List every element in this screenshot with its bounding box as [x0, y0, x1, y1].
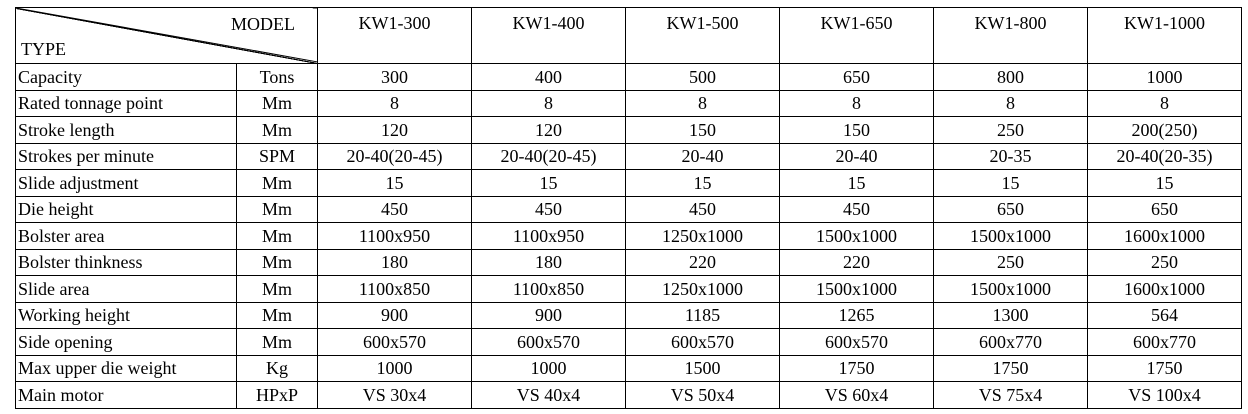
unit-label: Mm — [237, 196, 318, 223]
value-cell: 1500x1000 — [934, 276, 1088, 303]
unit-label: Tons — [237, 64, 318, 91]
spec-table-container — [15, 7, 1242, 409]
value-cell: VS 30x4 — [318, 382, 472, 409]
value-cell: 8 — [626, 90, 780, 117]
value-cell: 564 — [1088, 302, 1242, 329]
parameter-label: Max upper die weight — [16, 355, 237, 382]
value-cell: 120 — [472, 117, 626, 144]
table-row — [16, 90, 1242, 117]
parameter-label: Main motor — [16, 382, 237, 409]
table-row — [16, 382, 1242, 409]
value-cell: 1100x850 — [318, 276, 472, 303]
value-cell: 800 — [934, 64, 1088, 91]
value-cell: 200(250) — [1088, 117, 1242, 144]
value-cell: 450 — [472, 196, 626, 223]
table-row — [16, 302, 1242, 329]
table-row — [16, 329, 1242, 356]
table-row — [16, 196, 1242, 223]
table-row — [16, 276, 1242, 303]
value-cell: 600x570 — [780, 329, 934, 356]
value-cell: 400 — [472, 64, 626, 91]
value-cell: 600x770 — [934, 329, 1088, 356]
parameter-label: Rated tonnage point — [16, 90, 237, 117]
value-cell: 180 — [318, 249, 472, 276]
unit-label: Mm — [237, 302, 318, 329]
value-cell: 1300 — [934, 302, 1088, 329]
value-cell: 450 — [780, 196, 934, 223]
table-row — [16, 355, 1242, 382]
value-cell: 1750 — [780, 355, 934, 382]
value-cell: 1600x1000 — [1088, 276, 1242, 303]
unit-label: Mm — [237, 249, 318, 276]
value-cell: 500 — [626, 64, 780, 91]
value-cell: 15 — [626, 170, 780, 197]
value-cell: VS 40x4 — [472, 382, 626, 409]
parameter-label: Bolster thinkness — [16, 249, 237, 276]
value-cell: 1000 — [472, 355, 626, 382]
unit-label: Mm — [237, 223, 318, 250]
value-cell: 600x570 — [472, 329, 626, 356]
value-cell: 220 — [626, 249, 780, 276]
value-cell: 15 — [780, 170, 934, 197]
table-row — [16, 223, 1242, 250]
value-cell: 1100x950 — [318, 223, 472, 250]
value-cell: 15 — [934, 170, 1088, 197]
value-cell: 20-40(20-45) — [318, 143, 472, 170]
value-cell: 250 — [1088, 249, 1242, 276]
value-cell: 1600x1000 — [1088, 223, 1242, 250]
value-cell: 20-40 — [626, 143, 780, 170]
value-cell: 1750 — [934, 355, 1088, 382]
parameter-label: Slide adjustment — [16, 170, 237, 197]
value-cell: 15 — [318, 170, 472, 197]
value-cell: 650 — [1088, 196, 1242, 223]
value-cell: 250 — [934, 117, 1088, 144]
unit-label: Mm — [237, 276, 318, 303]
value-cell: 120 — [318, 117, 472, 144]
value-cell: VS 100x4 — [1088, 382, 1242, 409]
unit-label: Mm — [237, 90, 318, 117]
unit-label: HPxP — [237, 382, 318, 409]
parameter-label: Working height — [16, 302, 237, 329]
value-cell: 1500 — [626, 355, 780, 382]
value-cell: 1000 — [1088, 64, 1242, 91]
value-cell: 20-40(20-45) — [472, 143, 626, 170]
unit-label: Mm — [237, 329, 318, 356]
value-cell: 1100x850 — [472, 276, 626, 303]
value-cell: 8 — [780, 90, 934, 117]
corner-cell — [16, 8, 318, 64]
parameter-label: Slide area — [16, 276, 237, 303]
parameter-label: Side opening — [16, 329, 237, 356]
unit-label: Mm — [237, 170, 318, 197]
value-cell: 600x770 — [1088, 329, 1242, 356]
value-cell: 150 — [780, 117, 934, 144]
model-header: KW1-500 — [626, 8, 780, 64]
press-spec-table — [15, 7, 1242, 409]
value-cell: 450 — [318, 196, 472, 223]
value-cell: 900 — [318, 302, 472, 329]
value-cell: 250 — [934, 249, 1088, 276]
value-cell: 8 — [472, 90, 626, 117]
value-cell: 1265 — [780, 302, 934, 329]
table-row — [16, 143, 1242, 170]
unit-label: Kg — [237, 355, 318, 382]
model-header: KW1-1000 — [1088, 8, 1242, 64]
value-cell: 1250x1000 — [626, 223, 780, 250]
parameter-label: Bolster area — [16, 223, 237, 250]
value-cell: 1750 — [1088, 355, 1242, 382]
value-cell: 650 — [780, 64, 934, 91]
table-row — [16, 170, 1242, 197]
value-cell: 600x570 — [318, 329, 472, 356]
value-cell: 1000 — [318, 355, 472, 382]
value-cell: 1500x1000 — [934, 223, 1088, 250]
unit-label: SPM — [237, 143, 318, 170]
value-cell: 20-35 — [934, 143, 1088, 170]
value-cell: 300 — [318, 64, 472, 91]
parameter-label: Stroke length — [16, 117, 237, 144]
model-header: KW1-300 — [318, 8, 472, 64]
value-cell: 900 — [472, 302, 626, 329]
table-row — [16, 64, 1242, 91]
value-cell: 220 — [780, 249, 934, 276]
model-header: KW1-800 — [934, 8, 1088, 64]
value-cell: VS 60x4 — [780, 382, 934, 409]
value-cell: 8 — [318, 90, 472, 117]
header-row — [16, 8, 1242, 64]
table-row — [16, 249, 1242, 276]
value-cell: VS 75x4 — [934, 382, 1088, 409]
value-cell: 1250x1000 — [626, 276, 780, 303]
value-cell: 8 — [934, 90, 1088, 117]
value-cell: 650 — [934, 196, 1088, 223]
value-cell: 1500x1000 — [780, 223, 934, 250]
unit-label: Mm — [237, 117, 318, 144]
corner-model-label: MODEL — [231, 14, 295, 34]
parameter-label: Strokes per minute — [16, 143, 237, 170]
table-row — [16, 117, 1242, 144]
parameter-label: Capacity — [16, 64, 237, 91]
value-cell: 150 — [626, 117, 780, 144]
corner-type-label: TYPE — [21, 39, 66, 59]
value-cell: 180 — [472, 249, 626, 276]
value-cell: 1100x950 — [472, 223, 626, 250]
value-cell: VS 50x4 — [626, 382, 780, 409]
value-cell: 600x570 — [626, 329, 780, 356]
value-cell: 15 — [1088, 170, 1242, 197]
model-header: KW1-650 — [780, 8, 934, 64]
value-cell: 8 — [1088, 90, 1242, 117]
value-cell: 1500x1000 — [780, 276, 934, 303]
parameter-label: Die height — [16, 196, 237, 223]
value-cell: 1185 — [626, 302, 780, 329]
model-header: KW1-400 — [472, 8, 626, 64]
value-cell: 20-40(20-35) — [1088, 143, 1242, 170]
value-cell: 15 — [472, 170, 626, 197]
value-cell: 450 — [626, 196, 780, 223]
value-cell: 20-40 — [780, 143, 934, 170]
